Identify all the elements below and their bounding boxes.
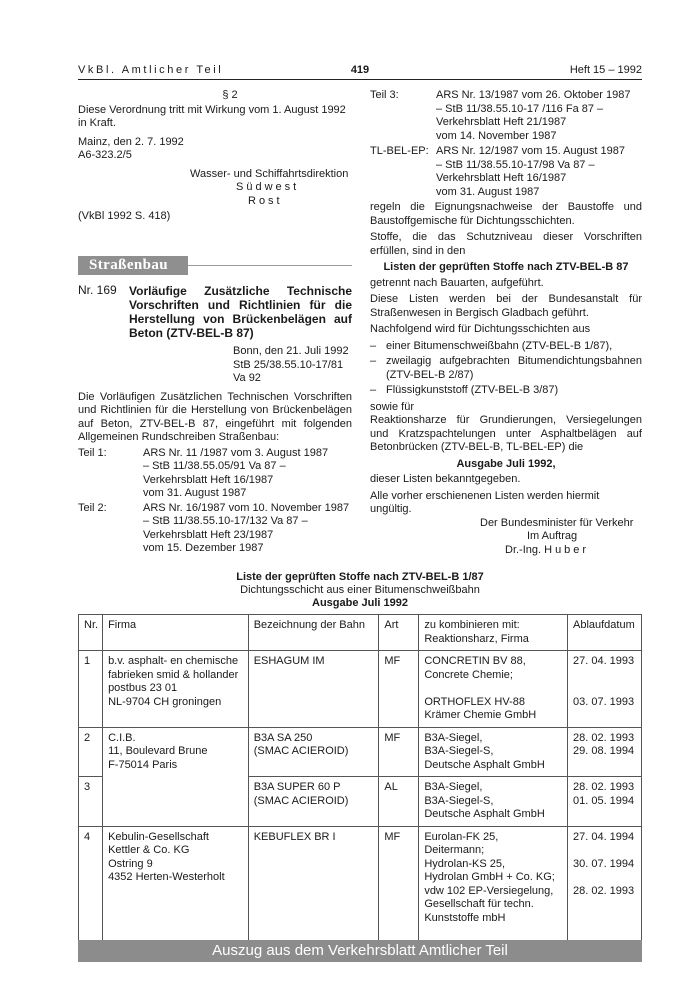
cell-line xyxy=(424,682,563,696)
cell-kombi xyxy=(419,651,568,728)
header-nr: Nr. xyxy=(79,615,103,651)
cell-art: MF xyxy=(379,727,419,777)
cell-line: (SMAC ACIEROID) xyxy=(253,794,349,807)
teil-line: – StB 11/38.55.10-17/98 Va 87 – xyxy=(436,158,595,171)
teil-line: vom 14. November 1987 xyxy=(436,129,557,142)
paragraph-sign: § 2 xyxy=(222,89,238,101)
cell-line: NL-9704 CH groningen xyxy=(108,695,222,708)
cell-line: Concrete Chemie; xyxy=(424,668,513,681)
teil-line: Verkehrsblatt Heft 16/1987 xyxy=(143,473,274,486)
cell-line: B3A-Siegel, xyxy=(424,731,483,744)
reaktionsharze-text: Reaktionsharze für Grundierungen, Versiegelungen und Kratzspachtelungen unter Asphaltbelägen auf Betonbrücken (ZTV-BEL-B, TL-BEL-EP) die xyxy=(370,414,642,453)
citation: (VkBl 1992 S. 418) xyxy=(78,210,171,222)
cell-datum xyxy=(567,727,641,777)
cell-line: Deutsche Asphalt GmbH xyxy=(424,808,545,820)
cell-line: postbus 23 01 xyxy=(108,682,178,694)
section-heading: Straßenbau xyxy=(78,256,188,275)
right-column xyxy=(370,89,642,557)
place-date: Mainz, den 2. 7. 1992 xyxy=(78,135,184,148)
cell-line: Hydrolan-KS 25, xyxy=(424,857,506,870)
bullet-item xyxy=(370,355,642,382)
cell-bahn xyxy=(248,826,379,956)
cell-line: (SMAC ACIEROID) xyxy=(253,745,349,757)
table-header-row xyxy=(79,615,642,651)
cell-line: F-75014 Paris xyxy=(108,758,178,771)
announcement-number: Nr. 169 xyxy=(78,283,117,297)
cell-nr: 2 xyxy=(79,727,103,777)
header-art: Art xyxy=(379,615,419,651)
cell-line: 28. 02. 1993 xyxy=(572,884,635,897)
teil-entry xyxy=(78,447,352,501)
table-caption xyxy=(78,571,642,610)
cell-art: MF xyxy=(379,826,419,956)
section-rule xyxy=(188,265,352,266)
teil-line: – StB 11/38.55.05/91 Va 87 – xyxy=(143,460,286,472)
cell-art: MF xyxy=(379,651,419,728)
cell-line: Krämer Chemie GmbH xyxy=(424,709,537,721)
cell-bahn xyxy=(248,777,379,827)
dash-marker: – xyxy=(370,339,377,352)
authority-region: Südwest xyxy=(236,181,300,193)
lists-title: Listen der geprüften Stoffe nach ZTV-BEL-B 87 xyxy=(383,261,629,273)
cell-line: Kunststoffe mbH xyxy=(424,911,506,924)
announcement-title: Vorläufige Zusätzliche Technische Vorschriften und Richtlinien für die Herstellung von Brückenbelägen auf Beton (ZTV-BEL-B 87) xyxy=(129,284,352,340)
signer-surname: Huber xyxy=(544,543,590,556)
teil-label: Teil 3: xyxy=(370,89,399,101)
cell-line: 03. 07. 1993 xyxy=(572,695,635,708)
teil-text xyxy=(143,447,352,501)
cell-line: vdw 102 EP-Versiegelung, xyxy=(424,884,554,897)
cell-nr: 3 xyxy=(79,777,103,827)
cell-line: B3A-Siegel-S, xyxy=(424,794,494,807)
cell-kombi xyxy=(419,826,568,956)
cell-line: Deitermann; xyxy=(424,844,485,856)
table-title: Liste der geprüften Stoffe nach ZTV-BEL-B 1/87 xyxy=(236,571,484,583)
cell-firma xyxy=(103,727,249,826)
teil-line: ARS Nr. 12/1987 vom 15. August 1987 xyxy=(436,145,625,157)
cell-datum xyxy=(567,826,641,956)
cell-line xyxy=(573,844,637,858)
footer-banner: Auszug aus dem Verkehrsblatt Amtlicher Teil xyxy=(78,940,642,962)
teil-label: Teil 2: xyxy=(78,501,107,514)
cell-line: 28. 02. 1993 xyxy=(572,731,635,744)
cell-bahn xyxy=(248,651,379,728)
authority-name: Wasser- und Schiffahrtsdirektion xyxy=(190,167,349,180)
intro-text: Die Vorläufigen Zusätzlichen Technischen Vorschriften und Richtlinien für die Herstellung von Brückenbelägen auf Beton, ZTV-BEL-B 87, eingeführt mit folgenden Allgemeinen Rundschreiben Straßenbau: xyxy=(78,390,352,443)
header-ablaufdatum: Ablaufdatum xyxy=(567,615,641,651)
teil-text xyxy=(143,502,352,556)
cell-nr: 4 xyxy=(79,826,103,956)
running-header-left: VkBl. Amtlicher Teil xyxy=(78,64,224,76)
cell-line: 27. 04. 1994 xyxy=(572,830,635,843)
cell-firma xyxy=(103,651,249,728)
cell-kombi xyxy=(419,727,568,777)
teil-line: Verkehrsblatt Heft 21/1987 xyxy=(436,116,567,128)
materials-table xyxy=(78,614,642,957)
header-rule xyxy=(78,79,642,80)
dash-marker: – xyxy=(370,355,377,367)
issue-label: Heft 15 – 1992 xyxy=(569,64,642,76)
bekanntgegeben-text: dieser Listen bekanntgegeben. xyxy=(370,473,521,485)
announcement xyxy=(78,284,352,556)
cell-line: b.v. asphalt- en chemische xyxy=(108,655,239,667)
bonn-reference: StB 25/38.55.10-17/81 Va 92 xyxy=(233,358,344,384)
teil-line: vom 31. August 1987 xyxy=(143,487,247,499)
cell-line: ESHAGUM IM xyxy=(253,655,325,667)
table-subtitle: Dichtungsschicht aus einer Bitumenschweißbahn xyxy=(240,584,480,596)
teil-entry xyxy=(78,502,352,556)
teil-entry xyxy=(370,145,642,199)
cell-line: fabrieken smid & hollander xyxy=(108,668,239,681)
header-kombi: zu kombinieren mit: Reaktionsharz, Firma xyxy=(419,615,568,651)
cell-line: Gesellschaft für techn. xyxy=(424,898,534,910)
cell-bahn xyxy=(248,727,379,777)
header-firma: Firma xyxy=(103,615,249,651)
teil-line: – StB 11/38.55.10-17/132 Va 87 – xyxy=(143,515,308,527)
cell-line: Hydrolan GmbH + Co. KG; xyxy=(424,871,555,883)
signature-line-2: Im Auftrag xyxy=(527,530,578,542)
left-column xyxy=(78,89,352,224)
cell-line: 30. 07. 1994 xyxy=(572,857,635,870)
page-number: 419 xyxy=(350,64,370,76)
cell-line: C.I.B. xyxy=(108,731,136,744)
table-row xyxy=(79,727,642,777)
cell-nr: 1 xyxy=(79,651,103,728)
cell-line: Kettler & Co. KG xyxy=(108,844,190,856)
table-row xyxy=(79,826,642,956)
teil-line: vom 31. August 1987 xyxy=(436,185,540,198)
cell-line: 29. 08. 1994 xyxy=(572,745,635,757)
cell-line: CONCRETIN BV 88, xyxy=(424,655,526,667)
cell-line xyxy=(573,682,637,696)
cell-line: B3A SUPER 60 P xyxy=(253,781,341,793)
cell-line: B3A-Siegel, xyxy=(424,781,483,793)
cell-line: Eurolan-FK 25, xyxy=(424,830,499,843)
teil-line: ARS Nr. 16/1987 vom 10. November 1987 xyxy=(143,501,350,514)
teil-line: ARS Nr. 11 /1987 vom 3. August 1987 xyxy=(143,446,329,459)
schutzniveau-text: Stoffe, die das Schutzniveau dieser Vorschriften erfüllen, sind in den xyxy=(370,231,642,257)
cell-line: B3A SA 250 xyxy=(253,731,313,744)
teil-label: TL-BEL-EP: xyxy=(370,145,429,157)
dash-marker: – xyxy=(370,384,377,396)
cell-line: Ostring 9 xyxy=(108,857,153,870)
cell-line xyxy=(573,669,637,683)
teil-entry xyxy=(370,89,642,143)
edition-label: Ausgabe Juli 1992, xyxy=(456,457,556,470)
cell-datum xyxy=(567,777,641,827)
cell-line: 01. 05. 1994 xyxy=(572,794,635,807)
eignung-text: regeln die Eignungsnachweise der Baustoffe und Baustoffgemische für Dichtungsschichten. xyxy=(370,201,642,227)
teil-line: vom 15. Dezember 1987 xyxy=(143,542,264,554)
cell-line: Deutsche Asphalt GmbH xyxy=(424,758,545,771)
table-row xyxy=(79,651,642,728)
table-edition: Ausgabe Juli 1992 xyxy=(312,597,408,609)
bullet-text: Flüssigkunststoff (ZTV-BEL-B 3/87) xyxy=(386,384,559,396)
cell-line: ORTHOFLEX HV-88 xyxy=(424,695,525,708)
cell-kombi xyxy=(419,777,568,827)
bullet-item xyxy=(370,340,642,354)
signer-name: Rost xyxy=(248,194,283,207)
header-bahn: Bezeichnung der Bahn xyxy=(248,615,379,651)
cell-firma xyxy=(103,826,249,956)
cell-line: KEBUFLEX BR I xyxy=(253,830,336,843)
nachfolgend-text: Nachfolgend wird für Dichtungsschichten aus xyxy=(370,323,591,335)
cell-line: 28. 02. 1993 xyxy=(572,781,635,793)
cell-line: 27. 04. 1993 xyxy=(572,655,635,667)
cell-line: 4352 Herten-Westerholt xyxy=(108,871,225,883)
bullet-text: zweilagig aufgebrachten Bitumendichtungsbahnen (ZTV-BEL-B 2/87) xyxy=(386,355,642,381)
cell-line: Kebulin-Gesellschaft xyxy=(108,830,209,843)
bauarten-text: getrennt nach Bauarten, aufgeführt. xyxy=(370,276,544,289)
bonn-date: Bonn, den 21. Juli 1992 xyxy=(233,345,349,357)
signer-title: Dr.-Ing. xyxy=(505,543,545,556)
sowie-text: sowie für xyxy=(370,400,415,413)
reference-number: A6-323.2/5 xyxy=(78,149,132,161)
signature-line-3 xyxy=(370,544,642,558)
teil-label: Teil 1: xyxy=(78,446,107,459)
teil-text xyxy=(436,145,642,199)
announcement-heading xyxy=(78,284,352,340)
cell-line: B3A-Siegel-S, xyxy=(424,745,494,757)
signature-line-1: Der Bundesminister für Verkehr xyxy=(480,516,634,529)
bullet-item xyxy=(370,384,642,398)
teil-text xyxy=(436,89,642,143)
paragraph-text: Diese Verordnung tritt mit Wirkung vom 1. August 1992 in Kraft. xyxy=(78,103,346,129)
teil-line: ARS Nr. 13/1987 vom 26. Oktober 1987 xyxy=(436,89,631,101)
cell-line xyxy=(573,871,637,885)
cell-datum xyxy=(567,651,641,728)
teil-line: – StB 11/38.55.10-17 /116 Fa 87 – xyxy=(436,102,604,115)
teil-line: Verkehrsblatt Heft 23/1987 xyxy=(143,528,274,541)
cell-art: AL xyxy=(379,777,419,827)
cell-line: 11, Boulevard Brune xyxy=(108,745,208,757)
bullet-text: einer Bitumenschweißbahn (ZTV-BEL-B 1/87), xyxy=(386,339,613,352)
bast-text: Diese Listen werden bei der Bundesanstalt für Straßenwesen in Bergisch Gladbach geführt. xyxy=(370,293,642,319)
teil-line: Verkehrsblatt Heft 16/1987 xyxy=(436,172,567,184)
ungueltig-text: Alle vorher erschienenen Listen werden hiermit ungültig. xyxy=(370,489,600,515)
